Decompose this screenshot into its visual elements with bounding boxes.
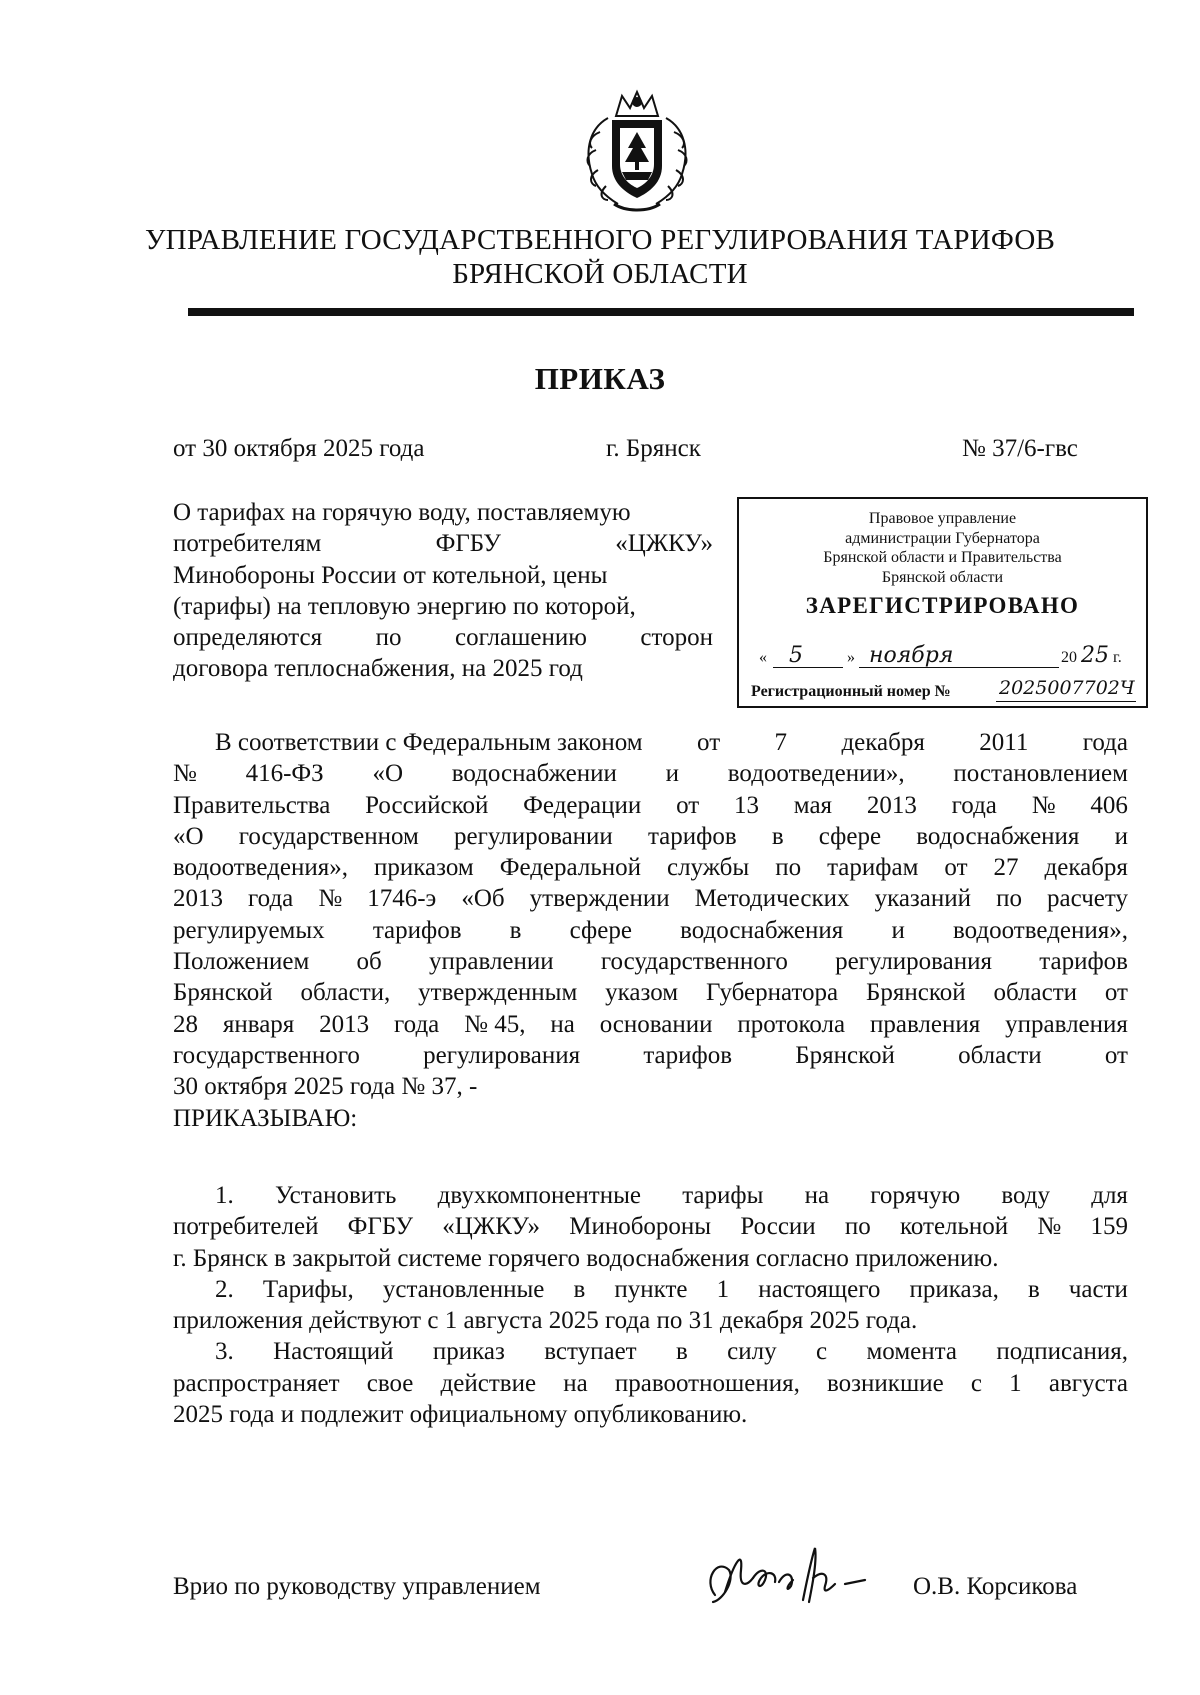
text-line bbox=[173, 497, 713, 528]
word: «ЦЖКУ» bbox=[442, 1213, 541, 1241]
word: службы bbox=[666, 854, 750, 882]
word: правления bbox=[869, 1010, 981, 1038]
word: Методических bbox=[694, 885, 850, 913]
word: воду bbox=[1001, 1182, 1051, 1209]
word: Минобороны России от котельной, цены bbox=[173, 561, 608, 589]
text-line bbox=[173, 852, 1128, 883]
word: В соответствии с Федеральным законом bbox=[215, 729, 643, 756]
word: силу bbox=[727, 1338, 777, 1366]
word: котельной bbox=[899, 1213, 1009, 1241]
word: года bbox=[394, 1010, 440, 1038]
word: от bbox=[1104, 979, 1128, 1007]
stamp-day: 5 bbox=[789, 643, 803, 668]
text-line bbox=[173, 1009, 1128, 1040]
word: действие bbox=[440, 1369, 537, 1397]
word: ПРИКАЗЫВАЮ: bbox=[173, 1104, 358, 1132]
word: постановлением bbox=[953, 760, 1128, 788]
word: свое bbox=[366, 1369, 414, 1397]
word: ФГБУ bbox=[347, 1213, 414, 1241]
word: сфере bbox=[818, 822, 882, 850]
word: двухкомпонентные bbox=[437, 1182, 641, 1209]
word: тарифов bbox=[647, 822, 737, 850]
text-line bbox=[173, 821, 1128, 852]
word: 28 bbox=[173, 1010, 198, 1038]
word: тарифов bbox=[1039, 948, 1128, 976]
text-line bbox=[173, 1274, 1128, 1305]
word: установленные bbox=[382, 1275, 545, 1303]
word: и bbox=[891, 916, 905, 944]
word: 1746-э bbox=[367, 885, 437, 913]
word: приказ bbox=[432, 1338, 505, 1366]
word: 1. bbox=[215, 1182, 234, 1209]
word: № bbox=[1031, 791, 1056, 819]
stamp-line: Правовое управление bbox=[868, 510, 1017, 527]
handwritten-signature bbox=[695, 1540, 895, 1620]
word: Настоящий bbox=[273, 1338, 394, 1366]
stamp-line: Брянской области и Правительства bbox=[823, 549, 1062, 566]
word: тарифов bbox=[372, 916, 462, 944]
word: мая bbox=[793, 791, 833, 819]
word: приложения действуют с 1 августа 2025 года по 31 декабря 2025 года. bbox=[173, 1307, 918, 1335]
registration-stamp bbox=[737, 497, 1148, 708]
word: управлении bbox=[429, 948, 554, 976]
word: О тарифах на горячую воду, поставляемую bbox=[173, 499, 631, 526]
header-divider bbox=[188, 308, 1134, 316]
word: 2. bbox=[215, 1275, 234, 1303]
stamp-year-suffix: 25 bbox=[1081, 643, 1109, 668]
word: указом bbox=[605, 979, 679, 1007]
word: № bbox=[318, 885, 343, 913]
word: на bbox=[550, 1010, 575, 1038]
text-line bbox=[173, 1336, 1128, 1367]
order-city: г. Брянск bbox=[606, 435, 701, 462]
word: от bbox=[676, 791, 700, 819]
word: по bbox=[996, 885, 1022, 913]
word: тарифам bbox=[827, 854, 919, 882]
word: года bbox=[951, 791, 997, 819]
order-date: от 30 октября 2025 года bbox=[173, 435, 425, 462]
word: 2013 bbox=[866, 791, 917, 819]
text-line bbox=[173, 1305, 1128, 1336]
word: «О bbox=[173, 822, 204, 850]
document-title: ПРИКАЗ bbox=[534, 361, 666, 396]
word: с bbox=[816, 1338, 828, 1366]
word: Положением bbox=[173, 948, 310, 976]
text-line bbox=[173, 977, 1128, 1008]
text-line bbox=[173, 528, 713, 559]
text-line bbox=[173, 1211, 1128, 1242]
word: водоотведения», bbox=[173, 854, 348, 882]
word: 30 октября 2025 года № 37, - bbox=[173, 1073, 478, 1101]
word: указаний bbox=[874, 885, 972, 913]
text-line bbox=[173, 1368, 1128, 1399]
word: 1 bbox=[1009, 1369, 1022, 1397]
word: пункте bbox=[614, 1275, 688, 1303]
word: по bbox=[775, 854, 802, 882]
word: «О bbox=[372, 760, 404, 788]
word: декабря bbox=[1044, 854, 1128, 882]
stamp-line: администрации Губернатора bbox=[845, 529, 1040, 547]
text-line bbox=[173, 1071, 1128, 1102]
word: по bbox=[375, 624, 402, 652]
word: Федерации bbox=[523, 791, 642, 819]
word: года bbox=[1082, 729, 1128, 756]
word: государственном bbox=[238, 822, 419, 850]
text-line bbox=[173, 946, 1128, 977]
stamp-year-unit: г. bbox=[1113, 649, 1122, 666]
word: области bbox=[993, 979, 1078, 1007]
word: 27 bbox=[993, 854, 1019, 882]
text-line bbox=[173, 560, 713, 591]
word: «Об bbox=[461, 885, 505, 913]
word: и bbox=[665, 760, 680, 788]
text-line bbox=[173, 758, 1128, 789]
coat-of-arms-emblem bbox=[578, 88, 696, 214]
word: 2011 bbox=[979, 729, 1029, 756]
text-line bbox=[173, 915, 1128, 946]
order-items bbox=[173, 1180, 1128, 1430]
word: соглашению bbox=[454, 624, 587, 652]
word: 13 bbox=[733, 791, 759, 819]
signatory-position: Врио по руководству управлением bbox=[173, 1573, 541, 1600]
order-subject bbox=[173, 497, 713, 685]
word: определяются bbox=[173, 624, 323, 652]
word: сторон bbox=[640, 624, 713, 652]
word: распространяет bbox=[173, 1369, 340, 1397]
word: расчету bbox=[1047, 885, 1128, 913]
word: договора теплоснабжения, на 2025 год bbox=[173, 655, 583, 683]
word: 2013 bbox=[173, 885, 223, 913]
word: на bbox=[563, 1369, 588, 1397]
word: Брянской bbox=[173, 979, 273, 1007]
word: вступает bbox=[544, 1338, 637, 1366]
word: потребителям bbox=[173, 530, 322, 558]
word: «ЦЖКУ» bbox=[615, 530, 713, 558]
text-line bbox=[173, 727, 1128, 758]
text-line bbox=[173, 790, 1128, 821]
stamp-line: Брянской области bbox=[881, 568, 1004, 586]
word: 3. bbox=[215, 1338, 234, 1366]
word: в bbox=[1027, 1275, 1040, 1303]
stamp-registered-label: ЗАРЕГИСТРИРОВАНО bbox=[805, 593, 1080, 618]
word: сфере bbox=[569, 916, 632, 944]
word: января bbox=[222, 1010, 295, 1038]
word: настоящего bbox=[758, 1275, 881, 1303]
word: регулирования bbox=[423, 1041, 581, 1069]
organization-name-line2: БРЯНСКОЙ ОБЛАСТИ bbox=[452, 258, 748, 290]
word: приказом bbox=[373, 854, 474, 882]
word: с bbox=[970, 1369, 982, 1397]
word: части bbox=[1068, 1275, 1128, 1303]
stamp-date-row: « 5 » ноября 20 25 г. bbox=[759, 643, 1122, 668]
word: Правительства bbox=[173, 791, 331, 819]
word: от bbox=[697, 729, 721, 756]
stamp-reg-label: Регистрационный номер № bbox=[751, 683, 951, 700]
word: протокола bbox=[737, 1010, 846, 1038]
text-line bbox=[173, 1243, 1128, 1274]
preamble-paragraph bbox=[173, 727, 1128, 1134]
signatory-name: О.В. Корсикова bbox=[913, 1573, 1078, 1600]
word: 406 bbox=[1090, 791, 1128, 819]
word: 2013 bbox=[319, 1010, 370, 1038]
text-line bbox=[173, 1180, 1128, 1211]
word: в bbox=[573, 1275, 586, 1303]
word: России bbox=[740, 1213, 816, 1241]
word: Федеральной bbox=[499, 854, 641, 882]
text-line bbox=[173, 622, 713, 653]
word: для bbox=[1091, 1182, 1128, 1209]
word: области, bbox=[300, 979, 391, 1007]
word: Установить bbox=[274, 1182, 397, 1209]
word: потребителей bbox=[173, 1213, 319, 1241]
word: водоснабжении bbox=[451, 760, 617, 788]
text-line bbox=[173, 653, 713, 684]
word: № 45, bbox=[464, 1010, 526, 1038]
word: (тарифы) на тепловую энергию по которой, bbox=[173, 592, 636, 620]
word: № bbox=[1037, 1213, 1062, 1241]
text-line bbox=[173, 1399, 1128, 1430]
word: № bbox=[173, 760, 197, 788]
word: Брянской bbox=[795, 1041, 895, 1069]
word: водоотведении», bbox=[727, 760, 905, 788]
text-line bbox=[173, 1103, 1128, 1134]
word: подписания, bbox=[996, 1338, 1128, 1366]
word: водоотведения», bbox=[952, 916, 1128, 944]
text-line bbox=[173, 591, 713, 622]
word: области bbox=[958, 1041, 1042, 1069]
word: утвержденным bbox=[418, 979, 578, 1007]
word: Губернатора bbox=[705, 979, 839, 1007]
word: декабря bbox=[841, 729, 925, 756]
word: правоотношения, bbox=[614, 1369, 800, 1397]
word: об bbox=[356, 948, 382, 976]
word: и bbox=[1114, 822, 1128, 850]
word: регулируемых bbox=[173, 916, 325, 944]
word: в bbox=[675, 1338, 688, 1366]
stamp-month: ноября bbox=[869, 643, 954, 668]
word: регулировании bbox=[453, 822, 613, 850]
text-line bbox=[173, 1040, 1128, 1071]
word: от bbox=[944, 854, 968, 882]
word: в bbox=[509, 916, 522, 944]
word: на bbox=[804, 1182, 830, 1209]
word: водоснабжения bbox=[916, 822, 1080, 850]
word: возникшие bbox=[827, 1369, 944, 1397]
word: 7 bbox=[774, 729, 788, 756]
word: 416-ФЗ bbox=[245, 760, 324, 788]
word: Тарифы, bbox=[262, 1275, 354, 1303]
order-number: № 37/6-гвс bbox=[962, 435, 1078, 462]
word: горячую bbox=[870, 1182, 961, 1209]
word: ФГБУ bbox=[435, 530, 501, 558]
word: Брянской bbox=[866, 979, 966, 1007]
word: государственного bbox=[600, 948, 788, 976]
word: по bbox=[844, 1213, 871, 1241]
word: тарифы bbox=[682, 1182, 764, 1209]
organization-name-line1: УПРАВЛЕНИЕ ГОСУДАРСТВЕННОГО РЕГУЛИРОВАНИЯ ТАРИФОВ bbox=[144, 224, 1056, 256]
stamp-registration-row bbox=[751, 679, 1143, 705]
word: года bbox=[248, 885, 294, 913]
stamp-year-prefix: 20 bbox=[1061, 649, 1077, 666]
word: Минобороны bbox=[569, 1213, 712, 1241]
word: тарифов bbox=[643, 1041, 733, 1069]
word: регулирования bbox=[835, 948, 993, 976]
text-line bbox=[173, 883, 1128, 914]
word: от bbox=[1104, 1041, 1128, 1069]
word: Российской bbox=[365, 791, 489, 819]
word: утверждении bbox=[529, 885, 670, 913]
word: управления bbox=[1005, 1010, 1128, 1038]
stamp-reg-number: 2025007702Ч bbox=[999, 677, 1135, 699]
word: государственного bbox=[173, 1041, 360, 1069]
word: момента bbox=[866, 1338, 957, 1366]
word: августа bbox=[1048, 1369, 1128, 1397]
word: г. Брянск в закрытой системе горячего водоснабжения согласно приложению. bbox=[173, 1244, 999, 1272]
word: 159 bbox=[1090, 1213, 1128, 1241]
word: основании bbox=[599, 1010, 713, 1038]
word: 2025 года и подлежит официальному опубликованию. bbox=[173, 1401, 748, 1429]
word: в bbox=[771, 822, 784, 850]
word: 1 bbox=[716, 1275, 730, 1303]
word: приказа, bbox=[909, 1275, 999, 1303]
word: водоснабжения bbox=[680, 916, 844, 944]
